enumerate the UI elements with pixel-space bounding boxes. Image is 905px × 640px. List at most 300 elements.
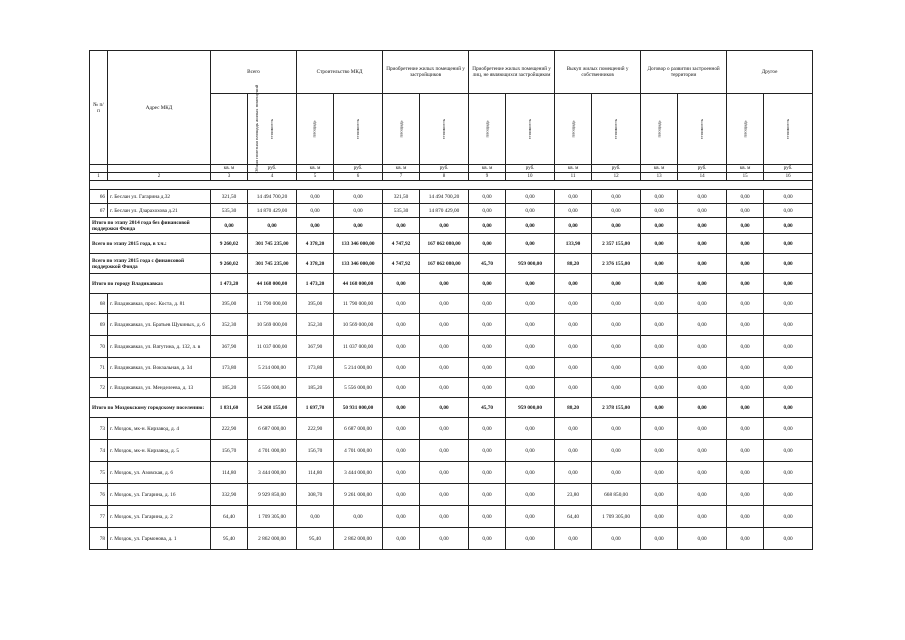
row-address: г. Владикавказ, ул. Ватутина, д. 132, л. в (108, 336, 211, 358)
table-total-row (90, 398, 813, 418)
row-value: 133 346 000,00 (334, 254, 383, 274)
row-value: 4 747,92 (383, 234, 420, 254)
row-value: 0,00 (469, 462, 506, 484)
row-value: 0,00 (641, 274, 678, 294)
units-cell: руб. (592, 165, 641, 173)
column-number-cell: 3 (211, 173, 248, 181)
row-value: 301 745 235,00 (248, 234, 297, 254)
row-value: 0,00 (678, 294, 727, 314)
units-cell: кв. м (383, 165, 420, 173)
row-value: 1 709 305,00 (592, 506, 641, 528)
table-row (90, 190, 813, 204)
column-sub-header-label: Общая полезная площадь жилых помещений (254, 84, 260, 174)
row-value: 0,00 (764, 418, 813, 440)
column-sub-header-label: площадь (484, 120, 490, 138)
row-value: 0,00 (555, 378, 592, 398)
column-sub-header (420, 94, 469, 165)
row-value: 9 260,02 (211, 254, 248, 274)
row-number: 72 (90, 378, 108, 398)
row-value: 0,00 (383, 218, 420, 234)
column-number-cell: 4 (248, 173, 297, 181)
row-value: 222,90 (211, 418, 248, 440)
row-address: г. Беслан ул. Дзарахохова д.21 (108, 204, 211, 218)
row-value: 0,00 (469, 506, 506, 528)
row-value: 0,00 (506, 440, 555, 462)
row-value: 0,00 (469, 336, 506, 358)
row-value: 64,40 (211, 506, 248, 528)
table-row (90, 440, 813, 462)
row-value: 0,00 (592, 528, 641, 550)
row-value: 0,00 (764, 398, 813, 418)
row-value: 14 870 429,00 (420, 204, 469, 218)
row-value: 95,40 (211, 528, 248, 550)
column-number-cell: 2 (108, 173, 211, 181)
row-value: 2 376 155,00 (592, 254, 641, 274)
column-sub-header-label: стоимость (785, 118, 791, 140)
row-value: 0,00 (727, 462, 764, 484)
row-value: 6 687 000,00 (248, 418, 297, 440)
row-value: 0,00 (211, 218, 248, 234)
table-total-row (90, 254, 813, 274)
row-total-label: Итого по этапу 2014 года без финансовой поддержки Фонда (90, 218, 211, 234)
row-value: 0,00 (420, 484, 469, 506)
row-value: 1 831,60 (211, 398, 248, 418)
row-number: 75 (90, 462, 108, 484)
row-value: 0,00 (592, 294, 641, 314)
row-total-label: Всего по этапу 2015 года с финансовой поддержкой Фонда (90, 254, 211, 274)
row-value: 10 569 000,00 (334, 314, 383, 336)
row-value: 0,00 (383, 506, 420, 528)
row-value: 4 701 000,00 (248, 440, 297, 462)
row-value: 0,00 (678, 190, 727, 204)
row-value: 321,50 (383, 190, 420, 204)
row-value: 352,30 (297, 314, 334, 336)
column-group-header: Строительство МКД (297, 51, 383, 94)
row-value: 0,00 (555, 336, 592, 358)
row-value: 9 929 850,00 (248, 484, 297, 506)
row-value: 0,00 (420, 218, 469, 234)
row-value: 114,80 (211, 462, 248, 484)
row-value: 0,00 (506, 462, 555, 484)
row-value: 0,00 (764, 294, 813, 314)
row-value: 0,00 (678, 336, 727, 358)
units-cell: кв. м (211, 165, 248, 173)
row-value: 535,30 (383, 204, 420, 218)
units-cell: кв. м (297, 165, 334, 173)
row-value: 44 168 000,00 (334, 274, 383, 294)
row-value: 88,20 (555, 254, 592, 274)
row-value: 185,20 (297, 378, 334, 398)
row-value: 3 444 000,00 (334, 462, 383, 484)
row-value: 0,00 (592, 440, 641, 462)
row-value: 2 862 000,00 (334, 528, 383, 550)
row-value: 45,70 (469, 254, 506, 274)
column-number-cell: 12 (592, 173, 641, 181)
column-number-cell: 10 (506, 173, 555, 181)
row-value: 0,00 (297, 218, 334, 234)
row-value: 14 870 429,00 (248, 204, 297, 218)
row-value: 0,00 (420, 336, 469, 358)
row-value: 0,00 (506, 506, 555, 528)
table-row (90, 314, 813, 336)
row-value: 0,00 (506, 484, 555, 506)
row-value: 0,00 (592, 418, 641, 440)
units-cell (90, 165, 108, 173)
row-value: 0,00 (383, 336, 420, 358)
row-value: 0,00 (555, 314, 592, 336)
row-address: г. Владикавказ, прос. Коста, д. 81 (108, 294, 211, 314)
row-value: 0,00 (678, 418, 727, 440)
row-value: 0,00 (727, 418, 764, 440)
column-number-cell: 11 (555, 173, 592, 181)
row-value: 0,00 (297, 204, 334, 218)
table-row (90, 484, 813, 506)
column-sub-header (641, 94, 678, 165)
row-value: 0,00 (727, 484, 764, 506)
column-sub-header (469, 94, 506, 165)
row-value: 0,00 (727, 254, 764, 274)
row-value: 0,00 (678, 440, 727, 462)
row-value: 0,00 (469, 314, 506, 336)
row-value: 0,00 (641, 336, 678, 358)
row-value: 0,00 (334, 204, 383, 218)
row-value: 14 494 700,20 (248, 190, 297, 204)
row-value: 0,00 (469, 484, 506, 506)
row-value: 0,00 (641, 358, 678, 378)
row-value: 5 556 000,00 (334, 378, 383, 398)
row-value: 0,00 (555, 218, 592, 234)
row-value: 0,00 (641, 294, 678, 314)
row-value: 0,00 (420, 314, 469, 336)
row-value: 88,20 (555, 398, 592, 418)
row-value: 5 556 000,00 (248, 378, 297, 398)
row-value: 0,00 (469, 274, 506, 294)
row-value: 0,00 (727, 398, 764, 418)
row-value: 0,00 (727, 378, 764, 398)
column-sub-header (592, 94, 641, 165)
column-group-header: Другое (727, 51, 813, 94)
column-number-cell: 8 (420, 173, 469, 181)
row-value: 0,00 (383, 462, 420, 484)
row-value: 0,00 (592, 378, 641, 398)
row-value: 0,00 (383, 358, 420, 378)
document-sheet (89, 50, 809, 550)
units-cell: руб. (334, 165, 383, 173)
column-number-cell: 13 (641, 173, 678, 181)
row-value: 0,00 (469, 440, 506, 462)
column-number-cell: 9 (469, 173, 506, 181)
row-value: 0,00 (678, 506, 727, 528)
row-value: 0,00 (678, 378, 727, 398)
row-value: 367,90 (211, 336, 248, 358)
row-value: 0,00 (727, 234, 764, 254)
row-number: 78 (90, 528, 108, 550)
row-value: 167 062 080,00 (420, 234, 469, 254)
row-value: 45,70 (469, 398, 506, 418)
column-sub-header-label: стоимость (527, 118, 533, 140)
row-value: 64,40 (555, 506, 592, 528)
row-value: 0,00 (678, 358, 727, 378)
row-value: 23,80 (555, 484, 592, 506)
column-sub-header-label: стоимость (613, 118, 619, 140)
row-value: 0,00 (506, 234, 555, 254)
row-value: 0,00 (764, 274, 813, 294)
row-total-label: Итого по городу Владикавказ (90, 274, 211, 294)
row-value: 0,00 (555, 528, 592, 550)
row-value: 0,00 (469, 190, 506, 204)
row-value: 308,70 (297, 484, 334, 506)
row-number: 66 (90, 190, 108, 204)
row-value: 11 790 000,00 (248, 294, 297, 314)
column-sub-header-label: стоимость (355, 118, 361, 140)
row-value: 0,00 (641, 440, 678, 462)
row-value: 0,00 (764, 336, 813, 358)
row-value: 0,00 (420, 398, 469, 418)
row-value: 0,00 (506, 418, 555, 440)
row-value: 0,00 (506, 314, 555, 336)
row-value: 1 697,70 (297, 398, 334, 418)
column-header-num: № п/п (90, 51, 108, 165)
row-value: 0,00 (383, 314, 420, 336)
row-value: 4 747,92 (383, 254, 420, 274)
column-sub-header (334, 94, 383, 165)
row-value: 0,00 (420, 506, 469, 528)
row-value: 0,00 (678, 314, 727, 336)
row-number: 71 (90, 358, 108, 378)
row-number: 74 (90, 440, 108, 462)
row-value: 0,00 (506, 358, 555, 378)
units-cell: руб. (506, 165, 555, 173)
row-value: 0,00 (555, 204, 592, 218)
row-value: 3 444 000,00 (248, 462, 297, 484)
row-value: 0,00 (727, 528, 764, 550)
column-sub-header (506, 94, 555, 165)
row-value: 0,00 (678, 254, 727, 274)
row-address: г. Моздок, мк-н. Кирзавод, д. 5 (108, 440, 211, 462)
units-cell: кв. м (469, 165, 506, 173)
column-sub-header (678, 94, 727, 165)
row-value: 959 000,00 (506, 254, 555, 274)
table-total-row (90, 234, 813, 254)
row-value: 11 037 000,00 (248, 336, 297, 358)
column-group-header: Приобретение жилых помещений у лиц, не являющихся застройщиком (469, 51, 555, 94)
column-sub-header (555, 94, 592, 165)
row-value: 0,00 (641, 190, 678, 204)
header-group-row (90, 51, 813, 94)
row-value: 114,80 (297, 462, 334, 484)
table-header (90, 51, 813, 190)
row-value: 133 346 000,00 (334, 234, 383, 254)
row-value: 0,00 (469, 418, 506, 440)
row-value: 0,00 (420, 294, 469, 314)
row-value: 0,00 (641, 254, 678, 274)
row-value: 0,00 (764, 440, 813, 462)
row-value: 54 268 155,00 (248, 398, 297, 418)
row-value: 0,00 (641, 204, 678, 218)
column-number-cell: 1 (90, 173, 108, 181)
row-value: 5 214 000,00 (334, 358, 383, 378)
row-value: 0,00 (641, 314, 678, 336)
column-group-header: Всего (211, 51, 297, 94)
row-value: 0,00 (727, 358, 764, 378)
column-numbers-row (90, 173, 813, 181)
row-value: 0,00 (592, 314, 641, 336)
row-address: г. Моздок, мк-н. Кирзавод, д. 4 (108, 418, 211, 440)
column-sub-header (383, 94, 420, 165)
row-value: 0,00 (641, 218, 678, 234)
row-value: 0,00 (592, 218, 641, 234)
units-cell: кв. м (727, 165, 764, 173)
row-value: 14 494 700,20 (420, 190, 469, 204)
row-value: 0,00 (641, 378, 678, 398)
row-value: 0,00 (678, 462, 727, 484)
row-value: 0,00 (592, 204, 641, 218)
column-sub-header-label: площадь (656, 120, 662, 138)
row-value: 1 709 305,00 (248, 506, 297, 528)
column-sub-header-label: стоимость (441, 118, 447, 140)
row-value: 0,00 (469, 204, 506, 218)
row-address: г. Беслан ул. Гагарина д.32 (108, 190, 211, 204)
units-cell: руб. (678, 165, 727, 173)
table-body (90, 190, 813, 550)
row-value: 0,00 (764, 190, 813, 204)
row-value: 50 931 000,00 (334, 398, 383, 418)
row-value: 0,00 (727, 218, 764, 234)
row-value: 44 168 000,00 (248, 274, 297, 294)
units-row (90, 165, 813, 173)
column-group-header: Договор о развитии застроенной территории (641, 51, 727, 94)
row-value: 0,00 (297, 190, 334, 204)
row-value: 0,00 (334, 190, 383, 204)
row-value: 395,00 (211, 294, 248, 314)
row-value: 0,00 (420, 378, 469, 398)
row-value: 0,00 (727, 294, 764, 314)
row-value: 0,00 (764, 462, 813, 484)
row-value: 0,00 (678, 234, 727, 254)
row-value: 0,00 (506, 528, 555, 550)
row-value: 0,00 (420, 418, 469, 440)
row-value: 1 473,20 (211, 274, 248, 294)
row-value: 0,00 (764, 378, 813, 398)
row-value: 0,00 (764, 506, 813, 528)
row-value: 0,00 (334, 506, 383, 528)
row-value: 0,00 (727, 440, 764, 462)
row-value: 4 378,20 (297, 234, 334, 254)
row-address: г. Моздок, ул. Гагарина, д. 16 (108, 484, 211, 506)
row-value: 0,00 (506, 274, 555, 294)
column-number-cell: 15 (727, 173, 764, 181)
row-value: 0,00 (678, 274, 727, 294)
row-value: 173,80 (211, 358, 248, 378)
row-value: 395,00 (297, 294, 334, 314)
row-value: 9 260,02 (211, 234, 248, 254)
row-value: 167 062 080,00 (420, 254, 469, 274)
row-value: 0,00 (678, 528, 727, 550)
row-value: 0,00 (506, 204, 555, 218)
table-row (90, 204, 813, 218)
row-value: 0,00 (469, 218, 506, 234)
row-value: 321,50 (211, 190, 248, 204)
row-value: 11 790 000,00 (334, 294, 383, 314)
table-total-row (90, 218, 813, 234)
row-value: 0,00 (592, 462, 641, 484)
row-value: 0,00 (420, 274, 469, 294)
table-row (90, 418, 813, 440)
row-value: 0,00 (678, 218, 727, 234)
row-value: 156,70 (297, 440, 334, 462)
row-value: 0,00 (383, 440, 420, 462)
row-value: 11 037 000,00 (334, 336, 383, 358)
row-address: г. Моздок, ул. Гагарина, д. 2 (108, 506, 211, 528)
row-value: 0,00 (641, 234, 678, 254)
row-value: 0,00 (383, 274, 420, 294)
row-value: 0,00 (469, 234, 506, 254)
row-value: 0,00 (641, 418, 678, 440)
row-value: 367,90 (297, 336, 334, 358)
row-value: 0,00 (641, 462, 678, 484)
row-value: 0,00 (764, 484, 813, 506)
row-number: 73 (90, 418, 108, 440)
row-value: 0,00 (555, 462, 592, 484)
row-value: 0,00 (469, 294, 506, 314)
row-value: 0,00 (764, 314, 813, 336)
row-value: 6 687 000,00 (334, 418, 383, 440)
units-cell: руб. (248, 165, 297, 173)
row-value: 0,00 (641, 528, 678, 550)
row-value: 222,90 (297, 418, 334, 440)
table-row (90, 358, 813, 378)
column-sub-header-label: площадь (742, 120, 748, 138)
row-value: 0,00 (383, 484, 420, 506)
row-number: 76 (90, 484, 108, 506)
row-value: 0,00 (506, 294, 555, 314)
housing-program-table (89, 50, 813, 550)
row-value: 0,00 (506, 336, 555, 358)
table-row (90, 506, 813, 528)
column-sub-header (297, 94, 334, 165)
row-value: 0,00 (555, 274, 592, 294)
row-value: 0,00 (764, 218, 813, 234)
column-sub-header-label: стоимость (699, 118, 705, 140)
row-number: 68 (90, 294, 108, 314)
units-cell: кв. м (555, 165, 592, 173)
row-value: 0,00 (469, 378, 506, 398)
row-address: г. Владикавказ, ул. Менделеева, д. 13 (108, 378, 211, 398)
row-value: 2 357 155,00 (592, 234, 641, 254)
row-value: 0,00 (297, 506, 334, 528)
column-sub-header-label: площадь (570, 120, 576, 138)
table-row (90, 378, 813, 398)
units-cell: руб. (764, 165, 813, 173)
row-value: 0,00 (592, 190, 641, 204)
row-value: 0,00 (764, 254, 813, 274)
row-value: 668 850,00 (592, 484, 641, 506)
row-number: 70 (90, 336, 108, 358)
column-number-cell: 6 (334, 173, 383, 181)
row-address: г. Владикавказ, ул. Братьев Щукиных, д. 6 (108, 314, 211, 336)
table-total-row (90, 274, 813, 294)
row-value: 0,00 (641, 398, 678, 418)
row-address: г. Моздок, ул. Азовская, д. 6 (108, 462, 211, 484)
row-value: 0,00 (383, 378, 420, 398)
row-value: 0,00 (420, 358, 469, 378)
column-sub-header (727, 94, 764, 165)
row-value: 0,00 (727, 190, 764, 204)
row-value: 0,00 (641, 506, 678, 528)
table-row (90, 294, 813, 314)
column-number-cell: 16 (764, 173, 813, 181)
row-address: г. Владикавказ, ул. Вокзальная, д. 34 (108, 358, 211, 378)
